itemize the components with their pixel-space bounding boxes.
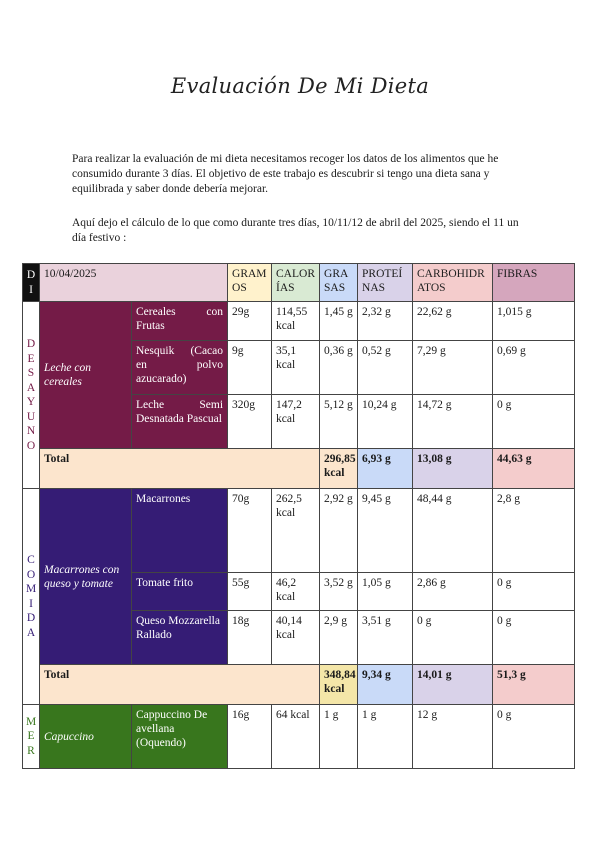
- proteinas-cell: 9,45 g: [358, 489, 413, 573]
- grasas-cell: 2,92 g: [320, 489, 358, 573]
- food-cell: Cappuccino De avellana (Oquendo): [132, 705, 228, 769]
- table-header-row: [23, 264, 575, 302]
- grasas-cell: 2,9 g: [320, 611, 358, 665]
- desayuno-label: DESAYUNO: [23, 302, 40, 489]
- calorias-cell: 40,14 kcal: [272, 611, 320, 665]
- desayuno-meal: Leche con cereales: [40, 302, 132, 449]
- date-header: 10/04/2025: [40, 264, 228, 302]
- gramos-cell: 55g: [228, 573, 272, 611]
- total-row: [23, 449, 575, 489]
- total-proteinas: 13,08 g: [413, 449, 493, 489]
- carbohidratos-cell: 12 g: [413, 705, 493, 769]
- comida-label: COMIDA: [23, 489, 40, 705]
- total-carbohidratos: 44,63 g: [493, 449, 575, 489]
- gramos-header: GRAMOS: [228, 264, 272, 302]
- proteinas-cell: 1,05 g: [358, 573, 413, 611]
- diet-table: [22, 263, 575, 769]
- gramos-cell: 16g: [228, 705, 272, 769]
- food-cell: Macarrones: [132, 489, 228, 573]
- proteinas-cell: 10,24 g: [358, 395, 413, 449]
- food-cell: Nesquik (Cacao en polvo azucarado): [132, 341, 228, 395]
- carbohidratos-cell: 14,72 g: [413, 395, 493, 449]
- gramos-cell: 29g: [228, 302, 272, 341]
- calorias-cell: 46,2 kcal: [272, 573, 320, 611]
- grasas-cell: 3,52 g: [320, 573, 358, 611]
- proteinas-cell: 1 g: [358, 705, 413, 769]
- table-row: [23, 489, 575, 573]
- proteinas-cell: 0,52 g: [358, 341, 413, 395]
- calorias-cell: 147,2 kcal: [272, 395, 320, 449]
- total-grasas: 9,34 g: [358, 665, 413, 705]
- food-cell: Queso Mozzarella Rallado: [132, 611, 228, 665]
- grasas-cell: 0,36 g: [320, 341, 358, 395]
- gramos-cell: 18g: [228, 611, 272, 665]
- total-calorias: 348,84 kcal: [320, 665, 358, 705]
- merienda-meal: Capuccino: [40, 705, 132, 769]
- fibras-header: FIBRAS: [493, 264, 575, 302]
- total-proteinas: 14,01 g: [413, 665, 493, 705]
- carbohidratos-cell: 48,44 g: [413, 489, 493, 573]
- total-carbohidratos: 51,3 g: [493, 665, 575, 705]
- calorias-cell: 35,1 kcal: [272, 341, 320, 395]
- calorias-cell: 114,55 kcal: [272, 302, 320, 341]
- food-cell: Cereales con Frutas: [132, 302, 228, 341]
- total-calorias: 296,85 kcal: [320, 449, 358, 489]
- total-row: [23, 665, 575, 705]
- proteinas-cell: 2,32 g: [358, 302, 413, 341]
- fibras-cell: 0 g: [493, 705, 575, 769]
- carbohidratos-cell: 22,62 g: [413, 302, 493, 341]
- total-grasas: 6,93 g: [358, 449, 413, 489]
- carbohidratos-cell: 2,86 g: [413, 573, 493, 611]
- carbohidratos-header: CARBOHIDRATOS: [413, 264, 493, 302]
- grasas-header: GRASAS: [320, 264, 358, 302]
- fibras-cell: 0 g: [493, 611, 575, 665]
- calorias-cell: 64 kcal: [272, 705, 320, 769]
- grasas-cell: 1 g: [320, 705, 358, 769]
- gramos-cell: 320g: [228, 395, 272, 449]
- comida-meal: Macarrones con queso y tomate: [40, 489, 132, 665]
- fibras-cell: 0 g: [493, 573, 575, 611]
- gramos-cell: 70g: [228, 489, 272, 573]
- page-title: Evaluación De Mi Dieta: [170, 74, 430, 98]
- table-row: [23, 302, 575, 341]
- calorias-header: CALORÍAS: [272, 264, 320, 302]
- intro-paragraph: Para realizar la evaluación de mi dieta necesitamos recoger los datos de los alimentos que he consumido durante 3 días. El objetivo de este trabajo es descubrir si tengo una dieta sana y equilibrada y saber donde debería mejorar.: [72, 153, 499, 195]
- dia-header: DI: [23, 264, 40, 302]
- table-row: [23, 705, 575, 769]
- grasas-cell: 1,45 g: [320, 302, 358, 341]
- fibras-cell: 0,69 g: [493, 341, 575, 395]
- calorias-cell: 262,5 kcal: [272, 489, 320, 573]
- fibras-cell: 1,015 g: [493, 302, 575, 341]
- gramos-cell: 9g: [228, 341, 272, 395]
- carbohidratos-cell: 7,29 g: [413, 341, 493, 395]
- proteinas-header: PROTEÍNAS: [358, 264, 413, 302]
- total-label: Total: [40, 449, 320, 489]
- carbohidratos-cell: 0 g: [413, 611, 493, 665]
- food-cell: Tomate frito: [132, 573, 228, 611]
- food-cell: Leche Semi Desnatada Pascual: [132, 395, 228, 449]
- intro-paragraph-2: Aquí dejo el cálculo de lo que como durante tres días, 10/11/12 de abril del 2025, siendo el 11 un día festivo :: [72, 217, 519, 244]
- grasas-cell: 5,12 g: [320, 395, 358, 449]
- merienda-label: MER: [23, 705, 40, 769]
- proteinas-cell: 3,51 g: [358, 611, 413, 665]
- total-label: Total: [40, 665, 320, 705]
- fibras-cell: 0 g: [493, 395, 575, 449]
- fibras-cell: 2,8 g: [493, 489, 575, 573]
